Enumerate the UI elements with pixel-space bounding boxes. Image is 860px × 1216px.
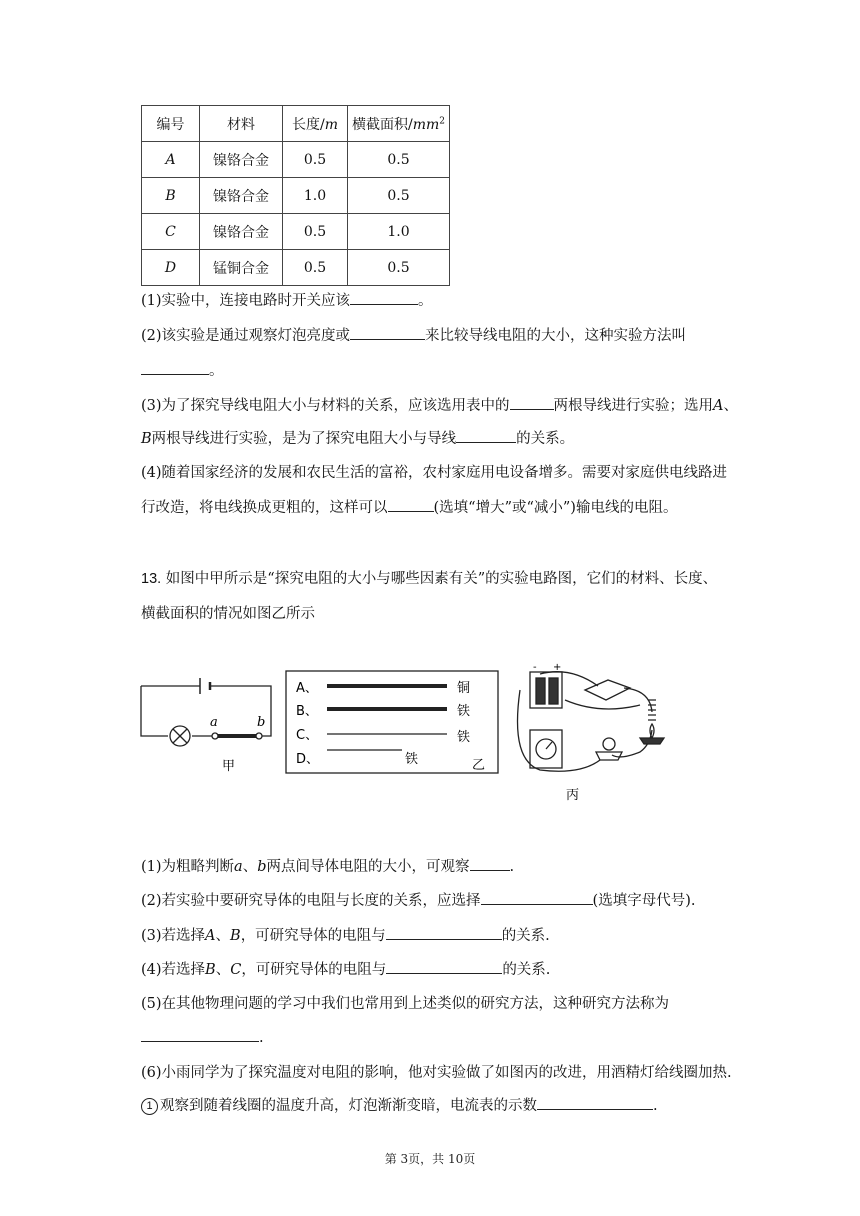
cell-material: 镍铬合金 (200, 214, 283, 250)
cell-material: 锰铜合金 (200, 250, 283, 286)
wire-label-a: A、 (296, 681, 318, 696)
circled-number: 1 (141, 1098, 158, 1115)
q13-intro-cont: 横截面积的情况如图乙所示 (141, 606, 315, 622)
cell-id: A (142, 142, 200, 178)
cell-length: 0.5 (283, 214, 348, 250)
alcohol-lamp-icon (640, 738, 664, 744)
q12-part3-cont: B两根导线进行实验，是为了探究电阻大小与导线 的关系。 (141, 427, 574, 448)
terminal-b (256, 733, 262, 739)
cell-length: 0.5 (283, 250, 348, 286)
page-footer: 第 3页，共 10页 (384, 1152, 476, 1166)
header-length: 长度/m (283, 106, 348, 142)
label-yi: 乙 (472, 758, 486, 773)
q13-part6: (6)小雨同学为了探究温度对电阻的影响，他对实验做了如图丙的改进，用酒精灯给线圈加热. (141, 1065, 732, 1081)
q13-part2: (2)若实验中要研究导体的电阻与长度的关系，应选择 (选填字母代号). (141, 889, 695, 910)
bulb-icon (603, 738, 615, 750)
q13-part4: (4)若选择B、C，可研究导体的电阻与 的关系. (141, 958, 550, 979)
answer-blank[interactable] (470, 856, 510, 871)
battery-plus: + (553, 662, 562, 673)
cell-id: B (142, 178, 200, 214)
wire-label-d: D、 (296, 752, 320, 767)
q12-part1: (1)实验中，连接电路时开关应该 。 (141, 289, 433, 310)
q13-part1: (1)为粗略判断a、b两点间导体电阻的大小，可观察 . (141, 855, 514, 876)
label-b: b (257, 715, 266, 730)
answer-blank[interactable] (537, 1095, 653, 1110)
battery-minus: - (533, 662, 537, 673)
q12-part2-cont: 。 (141, 359, 224, 380)
answer-blank[interactable] (386, 959, 502, 974)
header-number: 编号 (142, 106, 200, 142)
cell-area: 0.5 (348, 178, 450, 214)
switch-icon (585, 680, 630, 700)
material-iron: 铁 (405, 752, 419, 767)
material-copper: 铜 (457, 681, 471, 696)
circuit-wire (141, 686, 271, 736)
wire-label-c: C、 (296, 728, 319, 743)
cell-length: 1.0 (283, 178, 348, 214)
q12-part4: (4)随着国家经济的发展和农民生活的富裕，农村家庭用电设备增多。需要对家庭供电线路进 (141, 465, 728, 481)
wire-label-b: B、 (296, 704, 318, 719)
cell-id: D (142, 250, 200, 286)
material-iron: 铁 (457, 704, 471, 719)
q13-part5-cont: . (141, 1027, 264, 1046)
bing-wire (624, 688, 652, 712)
cell-material: 镍铬合金 (200, 142, 283, 178)
lamp-holder-icon (596, 752, 622, 760)
header-material: 材料 (200, 106, 283, 142)
cell-area: 0.5 (348, 250, 450, 286)
header-area: 横截面积$/mm^2$ (348, 106, 450, 142)
answer-blank[interactable] (141, 1027, 259, 1042)
q12-part3: (3)为了探究导线电阻大小与材料的关系，应该选用表中的 两根导线进行实验；选用A、 (141, 394, 738, 415)
answer-blank[interactable] (481, 890, 593, 905)
q13-part6-1: 1 观察到随着线圈的温度升高，灯泡渐渐变暗，电流表的示数 . (141, 1094, 658, 1115)
cell-id: C (142, 214, 200, 250)
cell-length: 0.5 (283, 142, 348, 178)
label-bing: 丙 (566, 788, 580, 803)
q12-part2: (2)该实验是通过观察灯泡亮度或 来比较导线电阻的大小，这种实验方法叫 (141, 324, 686, 345)
cell-area: 1.0 (348, 214, 450, 250)
q13-part5: (5)在其他物理问题的学习中我们也常用到上述类似的研究方法，这种研究方法称为 (141, 996, 670, 1012)
label-a: a (210, 715, 218, 730)
bing-wire (565, 700, 640, 709)
cell-area: 0.5 (348, 142, 450, 178)
terminal-a (212, 733, 218, 739)
material-iron: 铁 (457, 730, 471, 745)
q12-part4-cont: 行改造，将电线换成更粗的，这样可以 (选填“增大”或“减小”)输电线的电阻。 (141, 496, 677, 517)
q13-intro: 13. 如图中甲所示是“探究电阻的大小与哪些因素有关”的实验电路图，它们的材料、长度、 (141, 571, 718, 587)
label-jia: 甲 (222, 759, 236, 774)
q13-part3: (3)若选择A、B，可研究导体的电阻与 的关系. (141, 924, 550, 945)
answer-blank[interactable] (386, 925, 502, 940)
cell-material: 镍铬合金 (200, 178, 283, 214)
